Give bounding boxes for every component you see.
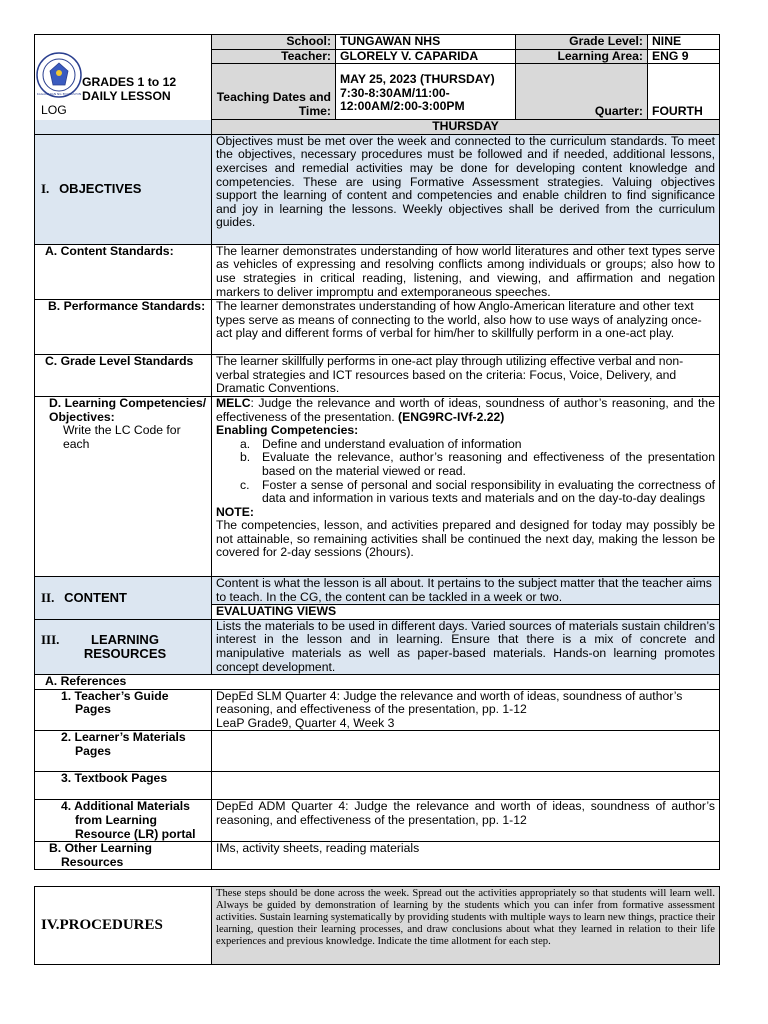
content-standards-text: The learner demonstrates understanding of how world literatures and other text types serve as vehicles of expressing and resolving conflicts among individuals or groups; also how to use strategies in critical reading, listening, and viewing, and affirmation and negation markers to deliver impromptu and extemporaneous speeches. bbox=[212, 244, 720, 299]
other-resources-text: IMs, activity sheets, reading materials bbox=[212, 842, 720, 870]
list-item: a. Define and understand evaluation of information bbox=[240, 436, 522, 451]
teachers-guide-line2: LeaP Grade9, Quarter 4, Week 3 bbox=[216, 715, 395, 730]
melc-statement bbox=[216, 397, 715, 424]
grade-level-label: Grade Level: bbox=[516, 35, 648, 50]
other-resources-label: B. Other Learning Resources bbox=[35, 842, 212, 870]
list-item: b. Evaluate the relevance, author’s reasoning and effectiveness of the presentation based on the material viewed or read. bbox=[240, 450, 715, 478]
learners-materials-label: 2. Learner’s Materials Pages bbox=[35, 731, 212, 772]
objectives-text: Objectives must be met over the week and connected to the curriculum standards. To meet the objectives, necessary procedures must be followed and if needed, additional lessons, exercises and remedial activities may be done for developing content knowledge and competencies. These are using Formative Assessment strategies. Valuing objectives support the learning of content and competencies and enable children to find significance and joy in learning the lessons. Weekly objectives shall be derived from the curriculum guides. bbox=[212, 134, 720, 244]
melc-prefix: MELC bbox=[216, 396, 251, 410]
resources-number: III. bbox=[41, 632, 60, 648]
grade-level-value: NINE bbox=[648, 35, 720, 50]
content-topic: EVALUATING VIEWS bbox=[212, 605, 720, 620]
content-text: Content is what the lesson is all about. It pertains to the subject matter that the teacher aims to teach. In the CG, the content can be tackled in a week or two. bbox=[212, 576, 720, 604]
header-spacer-cell bbox=[35, 120, 212, 135]
enabling-competencies-list bbox=[216, 438, 715, 506]
melc-code: (ENG9RC-IVf-2.22) bbox=[398, 409, 505, 424]
objectives-label: OBJECTIVES bbox=[59, 181, 142, 197]
teachers-guide-label: 1. Teacher’s Guide Pages bbox=[35, 689, 212, 731]
grade-level-standards-label: C. Grade Level Standards bbox=[35, 355, 212, 397]
seal-text: KAGAWARAN NG EDUKASYON bbox=[36, 92, 82, 96]
performance-standards-text: The learner demonstrates understanding of how Anglo-American literature and other text types serve as means of connecting to the world, also how to use ways of analyzing once-act play and different forms of verbal for him/her to skillfully perform in a one-act play. bbox=[212, 300, 720, 355]
teaching-dates-label bbox=[212, 64, 336, 120]
note-title: NOTE: bbox=[216, 504, 254, 519]
learning-area-label: Learning Area: bbox=[516, 49, 648, 64]
teaching-dates-value bbox=[336, 64, 516, 120]
learning-area-value: ENG 9 bbox=[648, 49, 720, 64]
references-label: A. References bbox=[35, 675, 720, 690]
content-standards-label: A. Content Standards: bbox=[35, 244, 212, 299]
resources-text: Lists the materials to be used in different days. Varied sources of materials sustain children’s interest in the lesson and in learning. Ensure that there is a mix of concrete and manipulative materials as well as paper-based materials. Hands-on learning promotes concept development. bbox=[212, 619, 720, 674]
performance-standards-label: B. Performance Standards: bbox=[35, 300, 212, 355]
learners-materials-text bbox=[212, 731, 720, 772]
content-label-cell bbox=[35, 576, 212, 619]
title-line3: LOG bbox=[41, 103, 67, 117]
teachers-guide-line1: DepEd SLM Quarter 4: Judge the relevance and worth of ideas, soundness of author’s reasoning, and effectiveness of the presentation, pp. 1-12 bbox=[216, 689, 683, 717]
header-title-cell bbox=[35, 35, 212, 120]
teacher-label: Teacher: bbox=[212, 49, 336, 64]
competencies-label-cell bbox=[35, 396, 212, 576]
teachers-guide-text bbox=[212, 689, 720, 731]
day-header: THURSDAY bbox=[212, 120, 720, 135]
textbook-pages-text bbox=[212, 772, 720, 800]
teaching-date: MAY 25, 2023 (THURSDAY) bbox=[340, 72, 495, 87]
content-number: II. bbox=[41, 590, 55, 606]
objectives-number: I. bbox=[41, 181, 50, 197]
grade-level-standards-text: The learner skillfully performs in one-act play through utilizing effective verbal and non-verbal strategies and ICT resources based on the criteria: Focus, Voice, Delivery, and Dramatic Conventions. bbox=[212, 355, 720, 397]
competencies-content bbox=[212, 396, 720, 576]
school-value: TUNGAWAN NHS bbox=[336, 35, 516, 50]
competencies-label: D. Learning Competencies/Objectives: bbox=[49, 396, 207, 424]
daily-lesson-log-table bbox=[34, 34, 720, 870]
melc-text: : Judge the relevance and worth of ideas, soundness of author’s reasoning, and the effectiveness of the presentation. bbox=[216, 396, 715, 424]
competencies-label-sub: Write the LC Code for each bbox=[63, 423, 181, 451]
school-label: School: bbox=[212, 35, 336, 50]
title-line2: DAILY LESSON bbox=[82, 89, 171, 103]
additional-materials-text: DepEd ADM Quarter 4: Judge the relevance and worth of ideas, soundness of author’s reasoning, and effectiveness of the presentation, pp. 1-12 bbox=[212, 800, 720, 842]
additional-materials-label: 4. Additional Materials from Learning Resource (LR) portal bbox=[35, 800, 212, 842]
resources-label: LEARNING RESOURCES bbox=[83, 632, 167, 661]
enabling-competencies-title: Enabling Competencies: bbox=[216, 423, 359, 438]
teacher-value: GLORELY V. CAPARIDA bbox=[336, 49, 516, 64]
quarter-label: Quarter: bbox=[516, 64, 648, 120]
procedures-label: IV.PROCEDURES bbox=[35, 887, 212, 965]
content-label: CONTENT bbox=[64, 590, 127, 606]
objectives-label-cell bbox=[35, 134, 212, 244]
resources-label-cell bbox=[35, 619, 212, 674]
procedures-table bbox=[34, 886, 720, 965]
title-line1: GRADES 1 to 12 bbox=[82, 75, 177, 89]
note-text: The competencies, lesson, and activities prepared and designed for today may possibly be not attainable, so remaining activities shall be continued the next day, making the lesson be covered for 2-day sessions (2hours). bbox=[216, 518, 715, 560]
teaching-time: 7:30-8:30AM/11:00-12:00AM/2:00-3:00PM bbox=[340, 85, 465, 114]
list-item: c. Foster a sense of personal and social responsibility in evaluating the correctness of data and information in various texts and materials and on the day-to-day dealings bbox=[240, 477, 715, 506]
procedures-text: These steps should be done across the week. Spread out the activities appropriately so that students will learn well. Always be guided by demonstration of learning by the students which you can infer from formative assessment activities. Sustain learning systematically by providing students with multiple ways to learn new things, practice their learning, question their learning processes, and draw conclusions about what they learned in relation to their life experiences and previous knowledge. Indicate the time allotment for each step. bbox=[212, 887, 720, 965]
quarter-value: FOURTH bbox=[648, 64, 720, 120]
teaching-dates-label-text: Teaching Dates and Time: bbox=[216, 90, 331, 118]
textbook-pages-label: 3. Textbook Pages bbox=[35, 772, 212, 800]
